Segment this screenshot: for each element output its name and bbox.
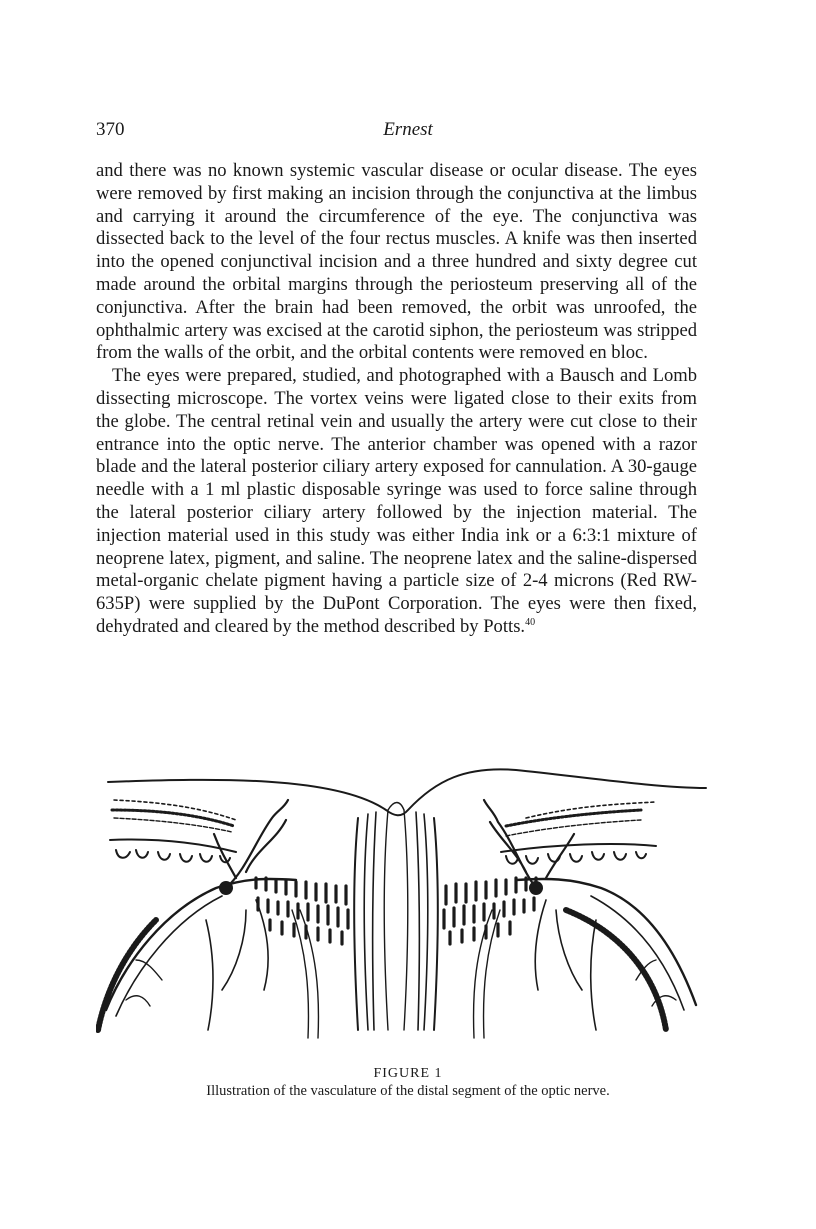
figure-illustration [96, 760, 716, 1055]
page-number: 370 [96, 119, 125, 140]
reference-superscript: 40 [525, 616, 536, 628]
figure-caption: Illustration of the vasculature of the distal segment of the optic nerve. [206, 1083, 610, 1099]
paragraph-1: and there was no known systemic vascular disease or ocular disease. The eyes were removed by first making an incision through the conjunctiva at the limbus and carrying it around the circumference of the eye. The conjunctiva was dissected back to the level of the four rectus muscles. A knife was then inserted into the opened conjunctival incision and a three hundred and sixty degree cut made around the orbital margins through the periosteum preserving all of the conjunctiva. After the brain had been removed, the orbit was unroofed, the ophthalmic artery was excised at the carotid siphon, the periosteum was stripped from the walls of the orbit, and the orbital contents were removed en bloc. [96, 160, 697, 364]
figure-label: FIGURE 1 [373, 1066, 443, 1081]
paragraph-2-text: The eyes were prepared, studied, and photographed with a Bausch and Lomb dissecting microscope. The vortex veins were ligated close to their exits from the globe. The central retinal vein and usually the artery were cut close to their entrance into the optic nerve. The anterior chamber was opened with a razor blade and the lateral posterior ciliary artery exposed for cannulation. A 30-gauge needle with a 1 ml plastic disposable syringe was used to force saline through the lateral posterior ciliary artery followed by the injection material. The injection material used in this study was either India ink or a 6:3:1 mixture of neoprene latex, pigment, and saline. The neoprene latex and the saline-dispersed metal-organic chelate pigment having a particle size of 2-4 microns (Red RW-635P) were supplied by the DuPont Corporation. The eyes were then fixed, dehydrated and cleared by the method described by Potts. [96, 365, 697, 637]
body-text [96, 160, 697, 639]
running-head: Ernest [383, 119, 433, 140]
paragraph-2 [96, 365, 697, 639]
optic-nerve-vasculature-illustration [96, 760, 716, 1055]
